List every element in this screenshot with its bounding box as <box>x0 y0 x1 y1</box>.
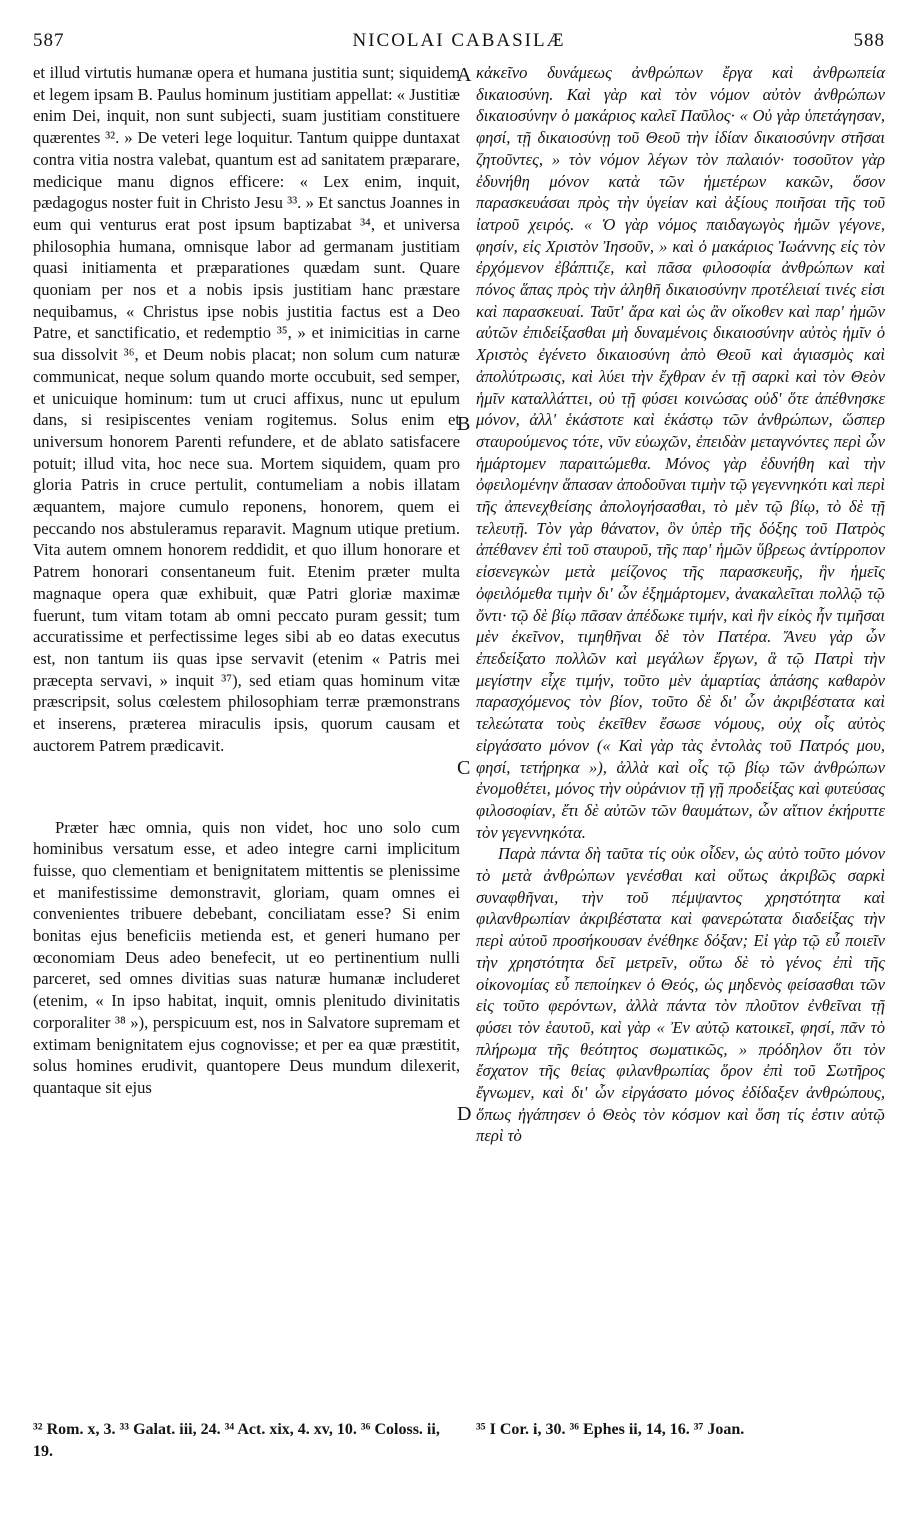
margin-marker: A <box>457 64 472 86</box>
latin-paragraph: Præter hæc omnia, quis non videt, hoc uno solo cum hominibus versatum esse, et adeo integre carni implicitum fuisse, quo clementiam et benignitatem mittentis se plenissime et manifestissime demonstravit, gloriam, quam omnes ei convenientes tribuere debebant, conciliatam esse? Si enim bonitas ejus beneficiis metienda est, et generi humano per œconomiam Deus adeo benefecit, ut eo pertinentium nulli parceret, sed omnes divitias suas naturæ humanæ includeret (etenim, « In ipso habitat, inquit, omnis plenitudo divinitatis corporaliter ³⁸ »), perspicuum est, nos in Salvatore supremam et extimam benignitatem ejus cognovisse; et per ea quæ præstitit, solus homines erudivit, quantopere Deus mundum dilexerit, quantaque sit ejus <box>33 817 460 1097</box>
footnotes-left: ³² Rom. x, 3. ³³ Galat. iii, 24. ³⁴ Act. xix, 4. xv, 10. ³⁶ Coloss. ii, 19. <box>33 1421 440 1460</box>
running-header <box>33 30 885 56</box>
margin-marker: B <box>457 413 471 435</box>
page-number-right: 588 <box>853 30 885 51</box>
greek-column <box>476 62 885 1442</box>
footnotes-right: ³⁵ I Cor. i, 30. ³⁶ Ephes ii, 14, 16. ³⁷ Joan. <box>476 1421 745 1438</box>
latin-paragraph: et illud virtutis humanæ opera et humana justitia sunt; siquidem et legem ipsam B. Paulus hominum justitiam appellat: « Justitiæ enim Dei, inquit, non sunt subjecti, suam justitiam constituere quærentes ³². » De veteri lege loquitur. Tantum quippe duntaxat contra vitia nostra valebat, quantum est ad sanitatem præparare, medicique manu dignos efficere: « Lex enim, inquit, pædagogus noster fuit in Christo Jesu ³³. » Et sanctus Joannes in eum qui venturus erat post ipsum baptizabat ³⁴, et universa philosophia humana, omnisque labor ad germanam justitiam quasi initiamenta et præparationes quædam sunt. Quare quoniam per nos et a nobis ipsis justitiam hanc præstare nequibamus, « Christus ipse nobis justitia factus est a Deo Patre, et sanctificatio, et redemptio ³⁵, » et inimicitias in carne sua dissolvit ³⁶, et Deum nobis placat; non solum cum naturæ communicat, neque solum quando morte occubuit, sed semper, et unicuique hominum: tum ut cruci affixus, nunc ut epulum dans, si resipiscentes veniam rogitemus. Solus enim et universum honorem Parenti refundere, et de ablato satisfacere potuit; illud vita, hoc nece sua. Mortem siquidem, quam pro gloria Patris in cruce pertulit, contumeliam a nobis illatam æquantem, majore cumulo reponens, honorem, quem ei peccando nos abstuleramus reparavit. Magnum utique pretium. Vita autem omnem honorem reddidit, et quo illum honorare et Patrem honorari consentaneum fuit. Etenim præter multa magnaque opera quæ exhibuit, quæ Patri gloriæ maximæ fuerunt, tum vitam totam ab omni peccato puram gessit; tum accuratissime et perfectissime leges sibi ab eo datas executus est, non tantum iis quas ipse servavit (etenim « Patris mei præcepta servavi, » inquit ³⁷), sed etiam quas hominum vitæ præscripsit, solus cœlestem philosophiam terræ præmonstrans et inserens, præterea miraculis ipsis, quorum causam et auctorem Patrem prædicavit. <box>33 63 460 755</box>
page-number-left: 587 <box>33 30 65 51</box>
greek-paragraph: Παρὰ πάντα δὴ ταῦτα τίς οὐκ οἶδεν, ὡς αὐτὸ τοῦτο μόνον τὸ μετὰ ἀνθρώπων γενέσθαι καὶ οὕτως ἀκριβῶς σαρκὶ συναφθῆναι, τὴν τοῦ πέμψαντος χρηστότητα καὶ φιλανθρωπίαν ἀκριβέστατα καὶ φανερώτατα διαδείξας τὴν περὶ αὐτοῦ προσήκουσαν ἐνέθηκε δόξαν; Εἰ γὰρ τῷ εὖ ποιεῖν τὴν χρηστότητα δεῖ μετρεῖν, οὕτω δὲ τὸ γένος ἐπὶ τῆς οἰκονομίας εὖ πεποίηκεν ὁ Θεός, ὡς μηδενὸς φείσασθαι τῶν εἰς τοῦτο φερόντων, ἀλλὰ πάντα τὸν πλοῦτον ἐνθεῖναι τῇ φύσει τὸν ἑαυτοῦ, καὶ γὰρ « Ἐν αὐτῷ κατοικεῖ, φησί, πᾶν τὸ πλήρωμα τῆς θεότητος σωματικῶς, » πρόδηλον ὅτι τὸν ἔσχατον τῆς θείας φιλανθρωπίας ὅρον ἐπὶ τοῦ Σωτῆρος ἔγνωμεν, καὶ δι' ὧν εἰργάσατο μόνος ἐδίδαξεν ἀνθρώπους, ὅπως ἠγάπησεν ὁ Θεὸς τὸν κόσμον καὶ ὅση τίς ἐστιν αὐτῷ περὶ τὸ <box>476 844 885 1146</box>
margin-marker: D <box>457 1103 472 1125</box>
margin-marker: C <box>457 757 471 779</box>
latin-column <box>33 62 460 1442</box>
greek-paragraph: κἀκεῖνο δυνάμεως ἀνθρώπων ἔργα καὶ ἀνθρωπεία δικαιοσύνη. Καὶ γὰρ καὶ τὸν νόμον αὐτὸν ἀνθρώπων δικαιοσύνην ὁ μακάριος καλεῖ Παῦλος· « Οὐ γὰρ ὑπετάγησαν, φησί, τῇ δικαιοσύνῃ τοῦ Θεοῦ τὴν ἰδίαν δικαιοσύνην στῆσαι ζητοῦντες, » τὸν νόμον λέγων τὸν παλαιόν· τοσοῦτον γὰρ ἐδυνήθη μόνον κατὰ τῶν ἡμετέρων κακῶν, ὅσον παρασκευάσαι πρὸς τὴν ὑγείαν καὶ ἀξίους ποιῆσαι τῆς τοῦ ἰατροῦ χειρός. « Ὁ γὰρ νόμος παιδαγωγὸς ἡμῶν γέγονε, φησίν, εἰς Χριστὸν Ἰησοῦν, » καὶ ὁ μακάριος Ἰωάννης εἰς τὸν ἐρχόμενον ἐβάπτιζε, καὶ πᾶσα φιλοσοφία ἀνθρώπων καὶ πόνος ἅπας πρὸς τὴν ἀληθῆ δικαιοσύνην προτέλειαί τινές εἰσι καὶ παρασκευαί. Ταῦτ' ἄρα καὶ ὡς ἂν οἴκοθεν καὶ παρ' ἡμῶν αὐτῶν ἐπιδείξασθαι μὴ δυναμένοις δικαιοσύνην αὐτὸς ἡμῖν ὁ Χριστὸς ἐγένετο δικαιοσύνη ἀπὸ Θεοῦ καὶ ἁγιασμὸς καὶ ἀπολύτρωσις, καὶ λύει τὴν ἔχθραν ἐν τῇ σαρκὶ καὶ τὸν Θεὸν ἡμῖν καταλλάττει, οὐ τῇ φύσει κοινώσας οὐδ' ὅτε ἀπέθνησκε μόνον, ἀλλ' ἑκάστοτε καὶ ἑκάστῳ τῶν ἀνθρώπων, ὥσπερ σταυρούμενος τότε, νῦν εὐωχῶν, ἐπειδὰν μεταγνόντες περὶ ὧν ἡμάρτομεν παραιτώμεθα. Μόνος γὰρ ἐδυνήθη καὶ τὴν ὀφειλομένην ἅπασαν ἀποδοῦναι τιμὴν τῷ γεγεννηκότι καὶ περὶ τῆς ἀπενεχθείσης ἀπολογήσασθαι, τὸ μὲν τῷ βίῳ, τὸ δὲ τῇ τελευτῇ. Τὸν γὰρ θάνατον, ὃν ὑπὲρ τῆς δόξης τοῦ Πατρὸς ἀπέθανεν ἐπὶ τοῦ σταυροῦ, τῆς παρ' ἡμῶν ὕβρεως ἀντίρροπον εἰσενεγκὼν μετὰ μείζονος τῆς παρασκευῆς, ἣν ἡμεῖς ὀφειλόμεθα τιμὴν δι' ὧν ἐξημάρτομεν, ἀνακαλεῖται πολλῷ τῷ ὄντι· τῷ δὲ βίῳ πᾶσαν ἀπέδωκε τιμήν, καὶ ἣν εἰκὸς ἦν τιμῆσαι μὲν ἐκεῖνον, τιμηθῆναι δὲ τὸν Πατέρα. Ἄνευ γὰρ ὧν ἐπεδείξατο πολλῶν καὶ μεγάλων ἔργων, ἃ τῷ Πατρὶ τὴν μεγίστην εἶχε τιμήν, τοῦτο μὲν ἁμαρτίας ἁπάσης καθαρὸν παρασχόμενος τὸν βίον, τοῦτο δὲ δι' ὧν ἀκριβέστατα καὶ τελεώτατα τοὺς ἐκεῖθεν ἔσωσε νόμους, οὐχ οἷς αὐτὸς εἰργάσατο μόνον (« Καὶ γὰρ τὰς ἐντολὰς τοῦ Πατρός μου, φησί, τετήρηκα »), ἀλλὰ καὶ οἷς τῷ βίῳ τῶν ἀνθρώπων ἐνομοθέτει, μόνος τὴν οὐράνιον τῇ γῇ προδείξας καὶ φυτεύσας φιλοσοφίαν, ἔτι δὲ αὐτῶν τῶν θαυμάτων, ὧν αἴτιον ἐκήρυττε τὸν γεγεννηκότα. <box>476 63 885 842</box>
running-title: NICOLAI CABASILÆ <box>352 30 566 51</box>
